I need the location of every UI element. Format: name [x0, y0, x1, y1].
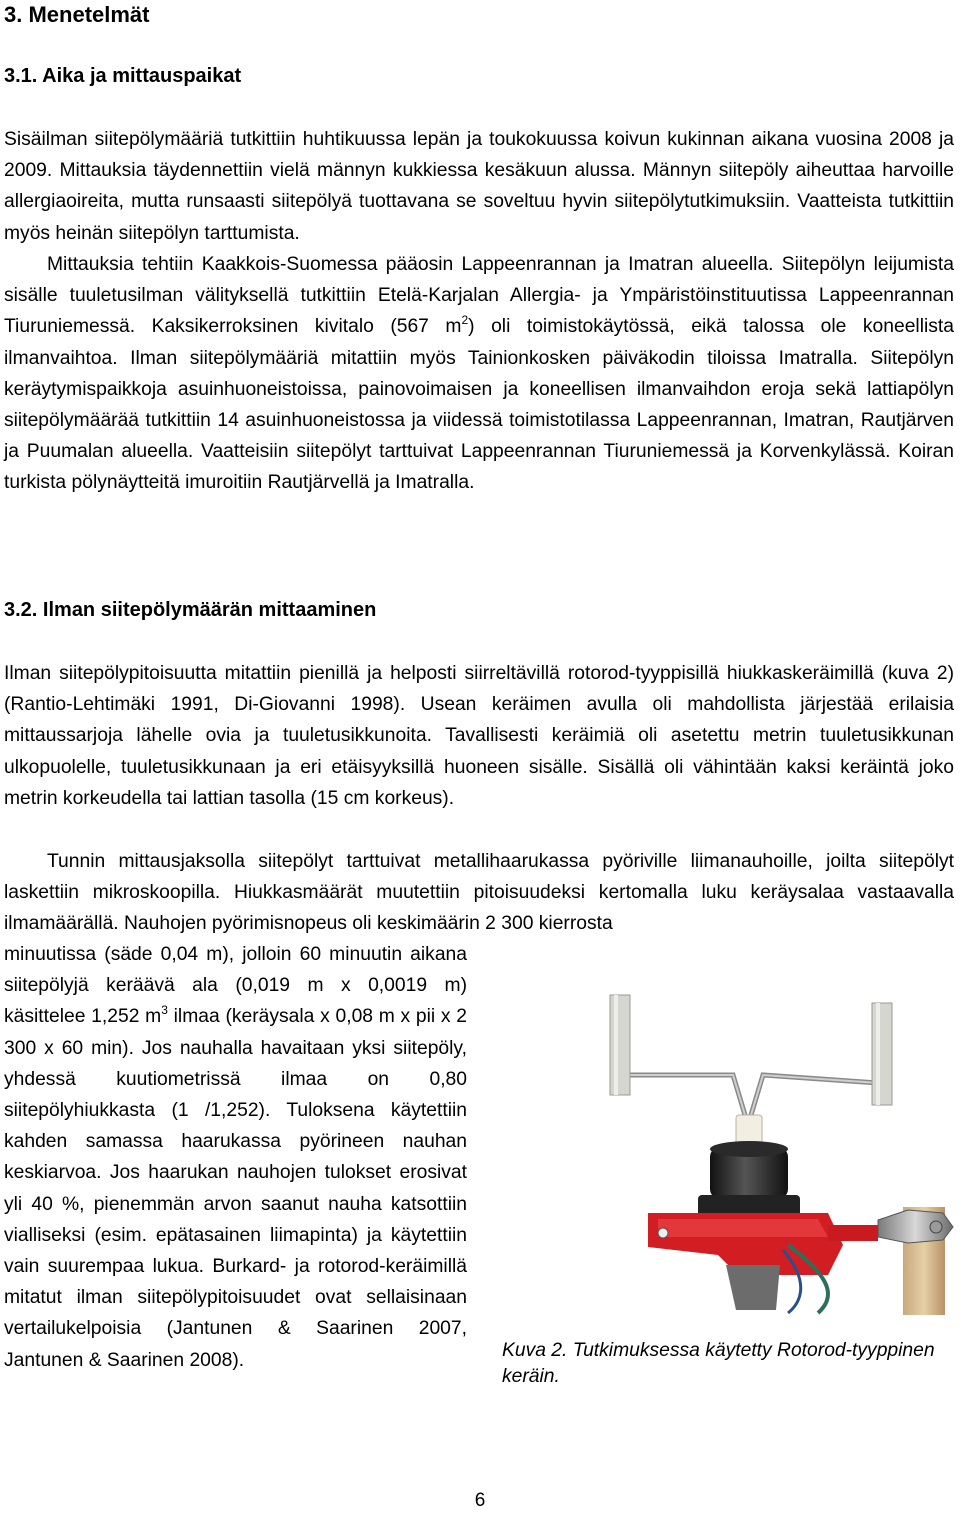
page-number: 6 [474, 1490, 486, 1511]
paragraph-sampling: Tunnin mittausjaksolla siitepölyt tarttuivat metallihaarukassa pyöriville liimanauhoille, joilta siitepölyt laskettiin mikroskoopilla. Hiukkasmäärät muutettiin pitoisuudeksi kertomalla luku keräysalaa vastaavalla ilmamäärällä. Nauhojen pyörimisnopeus oli keskimäärin 2 300 kierrosta [4, 851, 954, 935]
metal-clamp [878, 1210, 953, 1243]
rotorod-sampler-photo [498, 975, 958, 1315]
chapter-heading: 3. Menetelmät [4, 2, 150, 27]
section-heading-3-1: 3.1. Aika ja mittauspaikat [4, 65, 242, 87]
figure-caption: Kuva 2. Tutkimuksessa käytetty Rotorod-tyyppinen keräin. [502, 1340, 935, 1387]
motor-body [698, 1141, 800, 1219]
paragraph-calculation-text-a: minuutissa (säde 0,04 m), jolloin 60 minuutin aikana siitepölyjä keräävä ala (0,019 m x 0,0019 m) käsittelee 1,252 m [4, 944, 467, 1028]
tape-strip-left [610, 995, 630, 1095]
paragraph-calculation-text-b: ilmaa (keräysala x 0,08 m x pii x 2 300 x 60 min). Jos nauhalla havaitaan yksi siitepöly, yhdessä kuutiometrissä ilmaa on 0,80 siitepölyhiukkasta (1 /1,252). Tuloksena käytettiin kahden samassa haarukassa pyörineen nauhan keskiarvoa. Jos haarukan nauhojen tulokset erosivat yli 40 %, pienemmän arvon saanut nauha katsottiin vialliseksi (esim. epätasainen liimapinta) ja käytettiin vain suurempaa lukua. Burkard- ja rotorod-keräimillä mitatut ilman siitepölypitoisuudet ovat sellaisinaan vertailukelpoisia (Jantunen & Saarinen 2007, Jantunen & Saarinen 2008). [4, 1006, 467, 1371]
motor-base [726, 1265, 780, 1310]
paragraph-calculation [4, 939, 467, 1376]
paragraph-locations-text-a: Mittauksia tehtiin Kaakkois-Suomessa pääosin Lappeenrannan ja Imatran alueella. Siitepölyn leijumista sisälle tuuletusilman välityksellä tutkittiin Etelä-Karjalan Allergia- ja Ympäristöinstituutissa Lappeenrannan Tiuruniemessä. Kaksikerroksinen kivitalo (567 m [4, 254, 954, 338]
paragraph-time-and-place: Sisäilman siitepölymääriä tutkittiin huhtikuussa lepän ja toukokuussa koivun kukinnan aikana vuosina 2008 ja 2009. Mittauksia täydennettiin vielä männyn kukkiessa kesäkuun alussa. Männyn siitepöly aiheuttaa harvoille allergiaoireita, mutta runsaasti siitepölyä tuottavana se soveltuu hyvin siitepölytutkimuksiin. Vaatteista tutkittiin myös heinän siitepölyn tarttumista. [4, 129, 954, 244]
tape-strip-right [872, 1003, 892, 1105]
paragraph-locations-text-b: ) oli toimistokäytössä, eikä talossa ole koneellista ilmanvaihtoa. Ilman siitepölymääriä mitattiin myös Tainionkosken päiväkodin tiloissa Imatralla. Siitepölyn keräytymispaikkoja asuinhuoneistoissa, painovoimaisen ja koneellisen ilmanvaihdon eroja sekä lattiapölyn siitepölymäärää tutkittiin 14 asuinhuoneistossa ja viidessä toimistotilassa Lappeenrannan, Imatran, Rautjärven ja Puumalan alueella. Vaatteisiin siitepölyt tarttuivat Lappeenrannan Tiuruniemessä ja Korvenkylässä. Koiran turkista pölynäytteitä imuroitiin Rautjärvellä ja Imatralla. [4, 316, 955, 494]
paragraph-measurement-method: Ilman siitepölypitoisuutta mitattiin pienillä ja helposti siirreltävillä rotorod-tyyppisillä hiukkaskeräimillä (kuva 2) (Rantio-Lehtimäki 1991, Di-Giovanni 1998). Usean keräimen avulla oli mahdollista järjestää erilaisia mittaussarjoja lähelle ovia ja tuuletusikkunoita. Tavallisesti keräimiä oli asetettu metrin tuuletusikkunan ulkopuolelle, tuuletusikkunaan ja eri etäisyyksillä huoneen sisälle. Sisällä oli vähintään kaksi keräintä joko metrin korkeudella tai lattian tasolla (15 cm korkeus). [4, 663, 954, 809]
section-heading-3-2: 3.2. Ilman siitepölymäärän mittaaminen [4, 599, 377, 621]
rotor-fork [610, 995, 892, 1125]
superscript-2: 2 [461, 313, 469, 328]
superscript-3: 3 [161, 1003, 168, 1018]
paragraph-locations [4, 249, 954, 499]
